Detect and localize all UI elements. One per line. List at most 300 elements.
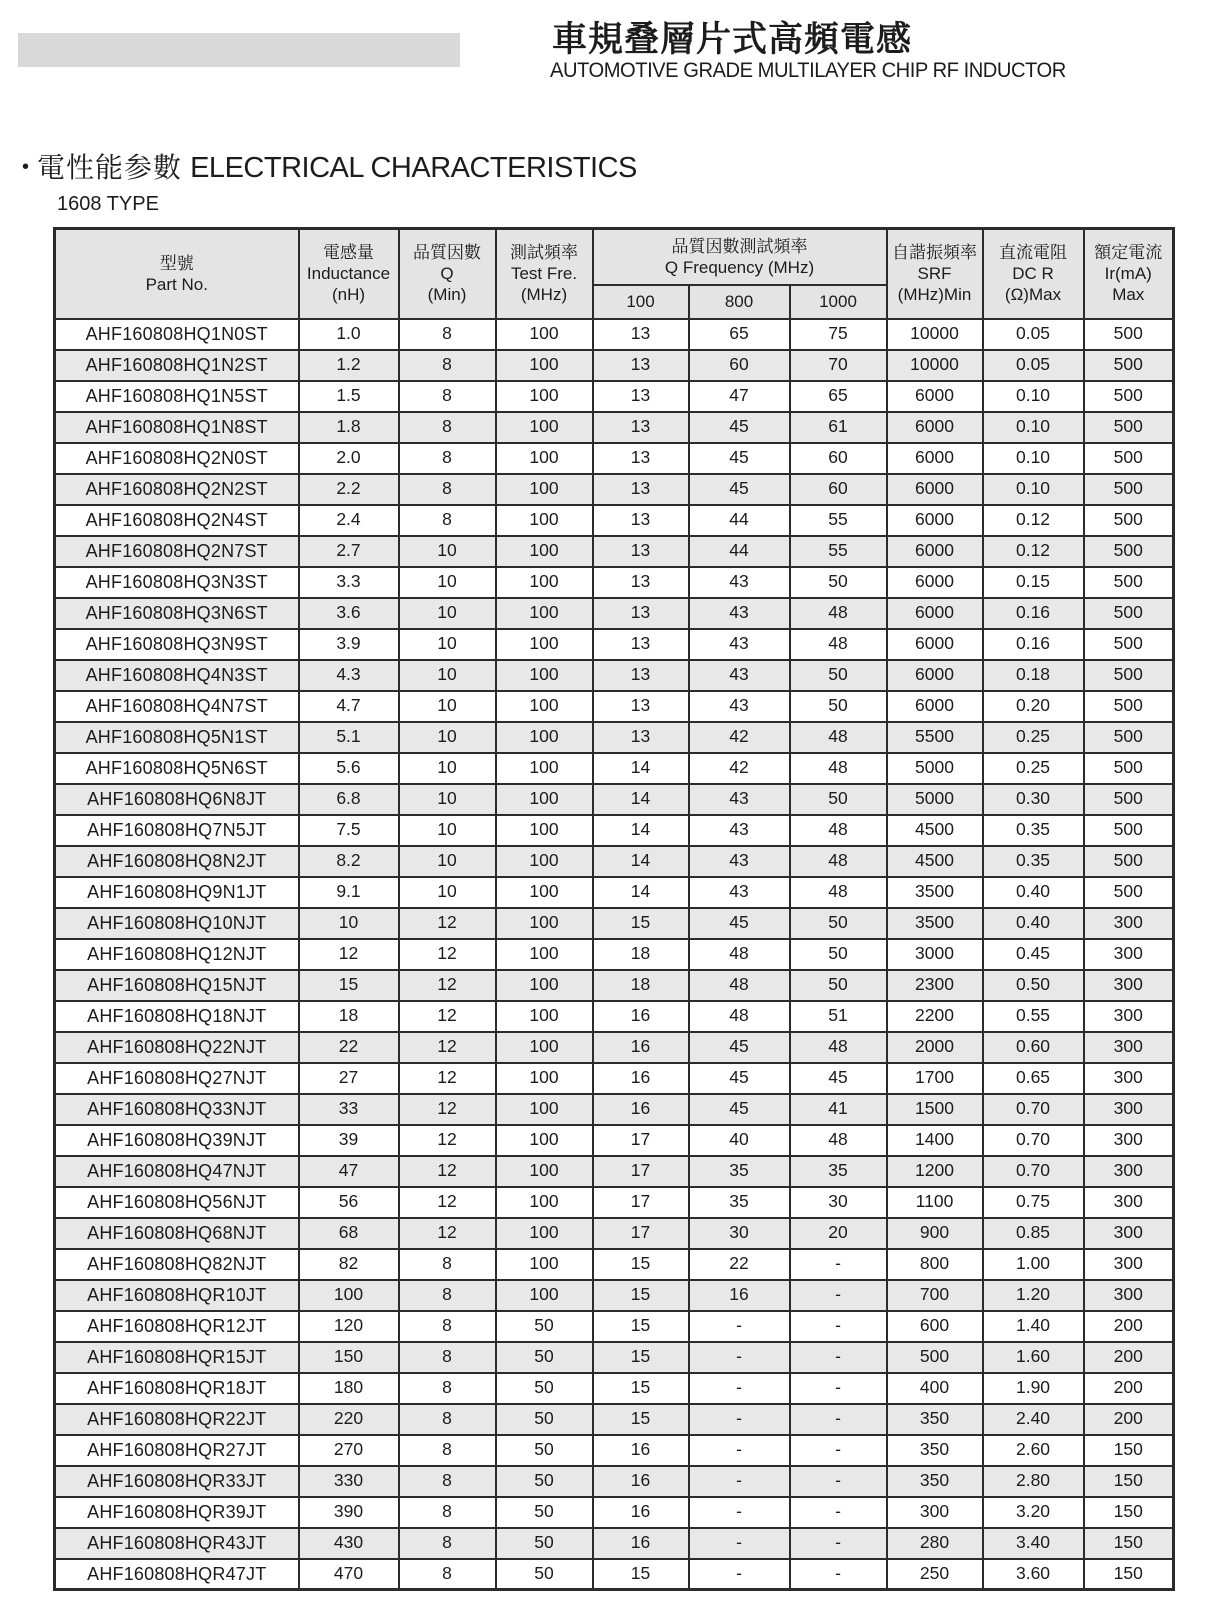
- cell-inductance: 82: [299, 1249, 399, 1280]
- cell-q-1000: 48: [790, 877, 887, 908]
- cell-q-min: 8: [399, 1466, 496, 1497]
- cell-ir-max: 500: [1084, 691, 1174, 722]
- cell-dc-r: 0.12: [983, 505, 1084, 536]
- cell-test-fre: 50: [496, 1342, 593, 1373]
- cell-dc-r: 0.60: [983, 1032, 1084, 1063]
- cell-q-1000: 48: [790, 629, 887, 660]
- cell-test-fre: 100: [496, 722, 593, 753]
- cell-srf: 300: [887, 1497, 983, 1528]
- cell-srf: 6000: [887, 567, 983, 598]
- cell-q-1000: 48: [790, 815, 887, 846]
- cell-q-min: 10: [399, 598, 496, 629]
- cell-q-800: 45: [689, 1094, 790, 1125]
- table-row: [55, 784, 1174, 815]
- cell-test-fre: 50: [496, 1559, 593, 1590]
- cell-q-800: 44: [689, 536, 790, 567]
- cell-inductance: 120: [299, 1311, 399, 1342]
- cell-inductance: 430: [299, 1528, 399, 1559]
- cell-test-fre: 100: [496, 1001, 593, 1032]
- cell-srf: 500: [887, 1342, 983, 1373]
- cell-part-no: AHF160808HQ8N2JT: [55, 846, 299, 877]
- cell-inductance: 10: [299, 908, 399, 939]
- table-row: [55, 1559, 1174, 1590]
- cell-q-min: 8: [399, 350, 496, 381]
- cell-q-800: -: [689, 1373, 790, 1404]
- cell-ir-max: 150: [1084, 1528, 1174, 1559]
- cell-srf: 700: [887, 1280, 983, 1311]
- cell-part-no: AHF160808HQ1N5ST: [55, 381, 299, 412]
- cell-q-1000: 55: [790, 505, 887, 536]
- table-row: [55, 939, 1174, 970]
- col-header-freq-800: 800: [689, 285, 790, 319]
- cell-inductance: 7.5: [299, 815, 399, 846]
- cell-part-no: AHF160808HQ56NJT: [55, 1187, 299, 1218]
- col-header-freq-1000: 1000: [790, 285, 887, 319]
- cell-srf: 350: [887, 1466, 983, 1497]
- cell-q-100: 16: [593, 1435, 689, 1466]
- cell-q-800: 48: [689, 970, 790, 1001]
- cell-inductance: 5.6: [299, 753, 399, 784]
- cell-q-1000: -: [790, 1342, 887, 1373]
- col-header-srf: [887, 229, 983, 319]
- cell-srf: 6000: [887, 660, 983, 691]
- cell-q-100: 16: [593, 1032, 689, 1063]
- cell-q-800: 45: [689, 1063, 790, 1094]
- col-header-dc-r-en: DC R: [1012, 264, 1054, 284]
- table-row: [55, 1187, 1174, 1218]
- cell-q-800: 48: [689, 939, 790, 970]
- cell-dc-r: 0.45: [983, 939, 1084, 970]
- cell-q-800: 35: [689, 1187, 790, 1218]
- cell-dc-r: 2.60: [983, 1435, 1084, 1466]
- cell-ir-max: 200: [1084, 1373, 1174, 1404]
- table-row: [55, 908, 1174, 939]
- cell-q-100: 15: [593, 1404, 689, 1435]
- cell-dc-r: 0.10: [983, 412, 1084, 443]
- cell-q-1000: 48: [790, 598, 887, 629]
- cell-part-no: AHF160808HQ5N1ST: [55, 722, 299, 753]
- cell-dc-r: 0.25: [983, 722, 1084, 753]
- cell-inductance: 1.0: [299, 319, 399, 350]
- cell-inductance: 68: [299, 1218, 399, 1249]
- cell-q-100: 15: [593, 1249, 689, 1280]
- cell-dc-r: 1.00: [983, 1249, 1084, 1280]
- page-title-zh: 車規叠層片式高頻電感: [552, 20, 913, 59]
- cell-inductance: 150: [299, 1342, 399, 1373]
- cell-test-fre: 100: [496, 1249, 593, 1280]
- section-heading: [22, 146, 637, 186]
- cell-test-fre: 100: [496, 350, 593, 381]
- section-title-en: ELECTRICAL CHARACTERISTICS: [190, 152, 637, 184]
- cell-dc-r: 0.70: [983, 1094, 1084, 1125]
- cell-q-800: 45: [689, 412, 790, 443]
- electrical-characteristics-table-wrap: [53, 227, 1172, 1591]
- cell-part-no: AHF160808HQ12NJT: [55, 939, 299, 970]
- cell-part-no: AHF160808HQ10NJT: [55, 908, 299, 939]
- col-header-inductance-zh: 電感量: [323, 242, 374, 262]
- cell-q-800: 65: [689, 319, 790, 350]
- cell-ir-max: 500: [1084, 567, 1174, 598]
- cell-srf: 3000: [887, 939, 983, 970]
- cell-test-fre: 100: [496, 1218, 593, 1249]
- cell-srf: 2000: [887, 1032, 983, 1063]
- cell-q-800: 43: [689, 598, 790, 629]
- cell-test-fre: 50: [496, 1311, 593, 1342]
- cell-inductance: 3.3: [299, 567, 399, 598]
- cell-q-100: 17: [593, 1156, 689, 1187]
- cell-q-min: 8: [399, 1373, 496, 1404]
- cell-q-800: 45: [689, 1032, 790, 1063]
- cell-dc-r: 0.10: [983, 474, 1084, 505]
- cell-q-800: 45: [689, 474, 790, 505]
- table-row: [55, 1001, 1174, 1032]
- cell-ir-max: 300: [1084, 1156, 1174, 1187]
- cell-q-100: 13: [593, 381, 689, 412]
- cell-test-fre: 100: [496, 1280, 593, 1311]
- cell-dc-r: 0.05: [983, 350, 1084, 381]
- col-header-q-min: [399, 229, 496, 319]
- cell-q-100: 18: [593, 970, 689, 1001]
- cell-part-no: AHF160808HQR27JT: [55, 1435, 299, 1466]
- col-header-ir-unit: Max: [1112, 285, 1145, 305]
- cell-q-800: 43: [689, 877, 790, 908]
- col-header-srf-unit: (MHz)Min: [897, 285, 972, 305]
- cell-q-1000: -: [790, 1466, 887, 1497]
- cell-ir-max: 150: [1084, 1435, 1174, 1466]
- cell-ir-max: 500: [1084, 815, 1174, 846]
- cell-q-1000: 48: [790, 753, 887, 784]
- table-row: [55, 1528, 1174, 1559]
- cell-q-800: 43: [689, 815, 790, 846]
- cell-srf: 1100: [887, 1187, 983, 1218]
- cell-q-min: 8: [399, 381, 496, 412]
- type-label: 1608 TYPE: [57, 193, 159, 215]
- table-row: [55, 629, 1174, 660]
- cell-q-min: 12: [399, 908, 496, 939]
- table-row: [55, 753, 1174, 784]
- table-row: [55, 815, 1174, 846]
- cell-q-min: 8: [399, 1311, 496, 1342]
- cell-q-1000: 45: [790, 1063, 887, 1094]
- col-header-q-frequency-group: [593, 229, 887, 285]
- col-header-ir-max: [1084, 229, 1174, 319]
- cell-q-100: 17: [593, 1125, 689, 1156]
- cell-q-800: 16: [689, 1280, 790, 1311]
- cell-inductance: 5.1: [299, 722, 399, 753]
- cell-part-no: AHF160808HQ2N2ST: [55, 474, 299, 505]
- cell-srf: 3500: [887, 908, 983, 939]
- cell-inductance: 56: [299, 1187, 399, 1218]
- cell-part-no: AHF160808HQ3N9ST: [55, 629, 299, 660]
- cell-test-fre: 100: [496, 1187, 593, 1218]
- cell-dc-r: 0.10: [983, 443, 1084, 474]
- cell-part-no: AHF160808HQ39NJT: [55, 1125, 299, 1156]
- cell-q-100: 15: [593, 1342, 689, 1373]
- cell-dc-r: 0.40: [983, 908, 1084, 939]
- cell-part-no: AHF160808HQ4N3ST: [55, 660, 299, 691]
- cell-test-fre: 100: [496, 784, 593, 815]
- cell-part-no: AHF160808HQ68NJT: [55, 1218, 299, 1249]
- table-header: [55, 229, 1174, 319]
- cell-inductance: 18: [299, 1001, 399, 1032]
- cell-ir-max: 150: [1084, 1466, 1174, 1497]
- header-gray-bar: [18, 33, 460, 67]
- cell-test-fre: 100: [496, 319, 593, 350]
- cell-q-min: 10: [399, 784, 496, 815]
- cell-q-100: 13: [593, 567, 689, 598]
- cell-ir-max: 500: [1084, 381, 1174, 412]
- cell-test-fre: 100: [496, 474, 593, 505]
- cell-inductance: 4.3: [299, 660, 399, 691]
- cell-q-800: -: [689, 1404, 790, 1435]
- cell-inductance: 4.7: [299, 691, 399, 722]
- cell-q-100: 15: [593, 1311, 689, 1342]
- cell-part-no: AHF160808HQ47NJT: [55, 1156, 299, 1187]
- cell-q-800: 43: [689, 660, 790, 691]
- cell-q-min: 8: [399, 1435, 496, 1466]
- table-row: [55, 846, 1174, 877]
- cell-ir-max: 500: [1084, 722, 1174, 753]
- cell-srf: 2200: [887, 1001, 983, 1032]
- cell-dc-r: 0.70: [983, 1156, 1084, 1187]
- cell-srf: 2300: [887, 970, 983, 1001]
- cell-srf: 600: [887, 1311, 983, 1342]
- cell-q-min: 12: [399, 1063, 496, 1094]
- table-row: [55, 443, 1174, 474]
- cell-q-800: 43: [689, 691, 790, 722]
- col-header-srf-en: SRF: [917, 264, 952, 284]
- cell-ir-max: 500: [1084, 629, 1174, 660]
- cell-ir-max: 300: [1084, 1032, 1174, 1063]
- cell-dc-r: 2.80: [983, 1466, 1084, 1497]
- cell-dc-r: 3.40: [983, 1528, 1084, 1559]
- cell-test-fre: 100: [496, 815, 593, 846]
- cell-q-800: 60: [689, 350, 790, 381]
- cell-q-100: 16: [593, 1497, 689, 1528]
- cell-q-min: 8: [399, 1497, 496, 1528]
- cell-part-no: AHF160808HQ3N6ST: [55, 598, 299, 629]
- cell-dc-r: 0.10: [983, 381, 1084, 412]
- cell-q-100: 13: [593, 505, 689, 536]
- cell-q-1000: 50: [790, 691, 887, 722]
- cell-test-fre: 100: [496, 908, 593, 939]
- cell-q-1000: 65: [790, 381, 887, 412]
- col-header-q-zh: 品質因數: [413, 242, 481, 262]
- cell-srf: 1400: [887, 1125, 983, 1156]
- table-row: [55, 536, 1174, 567]
- cell-dc-r: 0.16: [983, 598, 1084, 629]
- cell-test-fre: 50: [496, 1404, 593, 1435]
- cell-q-1000: 48: [790, 1125, 887, 1156]
- table-row: [55, 567, 1174, 598]
- cell-ir-max: 200: [1084, 1342, 1174, 1373]
- cell-q-100: 16: [593, 1094, 689, 1125]
- cell-part-no: AHF160808HQ1N8ST: [55, 412, 299, 443]
- cell-q-min: 10: [399, 815, 496, 846]
- cell-q-800: 43: [689, 784, 790, 815]
- cell-srf: 5000: [887, 784, 983, 815]
- cell-q-100: 14: [593, 815, 689, 846]
- cell-q-800: 45: [689, 443, 790, 474]
- col-header-inductance: [299, 229, 399, 319]
- cell-srf: 10000: [887, 350, 983, 381]
- cell-test-fre: 100: [496, 660, 593, 691]
- cell-dc-r: 1.60: [983, 1342, 1084, 1373]
- cell-q-min: 8: [399, 474, 496, 505]
- cell-q-100: 16: [593, 1466, 689, 1497]
- cell-q-1000: 41: [790, 1094, 887, 1125]
- cell-part-no: AHF160808HQR10JT: [55, 1280, 299, 1311]
- cell-part-no: AHF160808HQR47JT: [55, 1559, 299, 1590]
- cell-srf: 6000: [887, 381, 983, 412]
- cell-ir-max: 300: [1084, 970, 1174, 1001]
- cell-part-no: AHF160808HQ6N8JT: [55, 784, 299, 815]
- cell-ir-max: 500: [1084, 443, 1174, 474]
- cell-q-100: 16: [593, 1001, 689, 1032]
- electrical-characteristics-table: [53, 227, 1175, 1591]
- cell-q-100: 15: [593, 908, 689, 939]
- cell-ir-max: 500: [1084, 412, 1174, 443]
- cell-test-fre: 100: [496, 1094, 593, 1125]
- cell-dc-r: 2.40: [983, 1404, 1084, 1435]
- cell-q-min: 8: [399, 443, 496, 474]
- cell-q-min: 10: [399, 629, 496, 660]
- cell-srf: 350: [887, 1404, 983, 1435]
- cell-q-1000: 60: [790, 443, 887, 474]
- cell-srf: 6000: [887, 474, 983, 505]
- col-header-q-frequency-zh: 品質因數測試頻率: [671, 236, 808, 256]
- cell-inductance: 1.2: [299, 350, 399, 381]
- col-header-ir-en: Ir(mA): [1104, 264, 1152, 284]
- cell-inductance: 2.2: [299, 474, 399, 505]
- cell-q-min: 12: [399, 1094, 496, 1125]
- table-row: [55, 1435, 1174, 1466]
- cell-q-min: 8: [399, 412, 496, 443]
- table-row: [55, 474, 1174, 505]
- cell-test-fre: 100: [496, 381, 593, 412]
- cell-q-100: 14: [593, 846, 689, 877]
- cell-test-fre: 100: [496, 598, 593, 629]
- cell-ir-max: 500: [1084, 846, 1174, 877]
- cell-q-1000: 35: [790, 1156, 887, 1187]
- cell-q-800: -: [689, 1497, 790, 1528]
- cell-inductance: 2.4: [299, 505, 399, 536]
- table-row: [55, 660, 1174, 691]
- cell-part-no: AHF160808HQR39JT: [55, 1497, 299, 1528]
- cell-part-no: AHF160808HQR12JT: [55, 1311, 299, 1342]
- cell-q-1000: 20: [790, 1218, 887, 1249]
- cell-inductance: 33: [299, 1094, 399, 1125]
- cell-ir-max: 500: [1084, 598, 1174, 629]
- table-row: [55, 1404, 1174, 1435]
- table-row: [55, 1466, 1174, 1497]
- cell-part-no: AHF160808HQ5N6ST: [55, 753, 299, 784]
- cell-q-min: 8: [399, 1249, 496, 1280]
- col-header-inductance-en: Inductance: [306, 264, 391, 284]
- cell-q-min: 12: [399, 939, 496, 970]
- cell-srf: 6000: [887, 505, 983, 536]
- cell-test-fre: 100: [496, 629, 593, 660]
- cell-q-800: 42: [689, 753, 790, 784]
- cell-srf: 1700: [887, 1063, 983, 1094]
- table-body: [55, 319, 1174, 1590]
- col-header-part-no-en: Part No.: [145, 274, 208, 294]
- cell-q-1000: 50: [790, 784, 887, 815]
- cell-dc-r: 3.60: [983, 1559, 1084, 1590]
- cell-part-no: AHF160808HQ1N0ST: [55, 319, 299, 350]
- cell-q-100: 16: [593, 1063, 689, 1094]
- cell-dc-r: 0.40: [983, 877, 1084, 908]
- cell-q-100: 13: [593, 443, 689, 474]
- cell-test-fre: 100: [496, 846, 593, 877]
- cell-part-no: AHF160808HQ2N4ST: [55, 505, 299, 536]
- cell-q-1000: 75: [790, 319, 887, 350]
- cell-q-100: 13: [593, 319, 689, 350]
- cell-srf: 6000: [887, 443, 983, 474]
- cell-ir-max: 150: [1084, 1497, 1174, 1528]
- cell-q-800: 43: [689, 567, 790, 598]
- cell-srf: 10000: [887, 319, 983, 350]
- cell-q-min: 12: [399, 970, 496, 1001]
- cell-ir-max: 300: [1084, 1187, 1174, 1218]
- cell-ir-max: 500: [1084, 784, 1174, 815]
- cell-test-fre: 50: [496, 1466, 593, 1497]
- table-row: [55, 1249, 1174, 1280]
- cell-q-800: 48: [689, 1001, 790, 1032]
- cell-part-no: AHF160808HQ9N1JT: [55, 877, 299, 908]
- cell-ir-max: 300: [1084, 1125, 1174, 1156]
- table-row: [55, 1063, 1174, 1094]
- cell-q-min: 10: [399, 660, 496, 691]
- cell-q-min: 12: [399, 1218, 496, 1249]
- cell-q-min: 10: [399, 536, 496, 567]
- cell-q-1000: 50: [790, 970, 887, 1001]
- cell-ir-max: 500: [1084, 877, 1174, 908]
- col-header-q-unit: (Min): [427, 285, 467, 305]
- cell-test-fre: 50: [496, 1435, 593, 1466]
- cell-q-800: -: [689, 1342, 790, 1373]
- cell-inductance: 3.9: [299, 629, 399, 660]
- cell-srf: 6000: [887, 536, 983, 567]
- cell-dc-r: 0.15: [983, 567, 1084, 598]
- cell-test-fre: 50: [496, 1373, 593, 1404]
- cell-q-100: 13: [593, 691, 689, 722]
- cell-ir-max: 500: [1084, 505, 1174, 536]
- cell-inductance: 9.1: [299, 877, 399, 908]
- cell-part-no: AHF160808HQ2N0ST: [55, 443, 299, 474]
- cell-q-800: 43: [689, 846, 790, 877]
- table-row: [55, 412, 1174, 443]
- cell-dc-r: 0.35: [983, 846, 1084, 877]
- cell-ir-max: 300: [1084, 939, 1174, 970]
- col-header-ir-zh: 額定電流: [1094, 242, 1163, 262]
- cell-test-fre: 100: [496, 505, 593, 536]
- cell-q-1000: -: [790, 1559, 887, 1590]
- cell-dc-r: 1.90: [983, 1373, 1084, 1404]
- cell-srf: 3500: [887, 877, 983, 908]
- cell-dc-r: 3.20: [983, 1497, 1084, 1528]
- col-header-freq-100: 100: [593, 285, 689, 319]
- cell-test-fre: 100: [496, 443, 593, 474]
- table-row: [55, 505, 1174, 536]
- cell-part-no: AHF160808HQR33JT: [55, 1466, 299, 1497]
- cell-srf: 6000: [887, 598, 983, 629]
- table-row: [55, 877, 1174, 908]
- cell-part-no: AHF160808HQ1N2ST: [55, 350, 299, 381]
- cell-ir-max: 300: [1084, 1249, 1174, 1280]
- cell-dc-r: 0.20: [983, 691, 1084, 722]
- cell-inductance: 12: [299, 939, 399, 970]
